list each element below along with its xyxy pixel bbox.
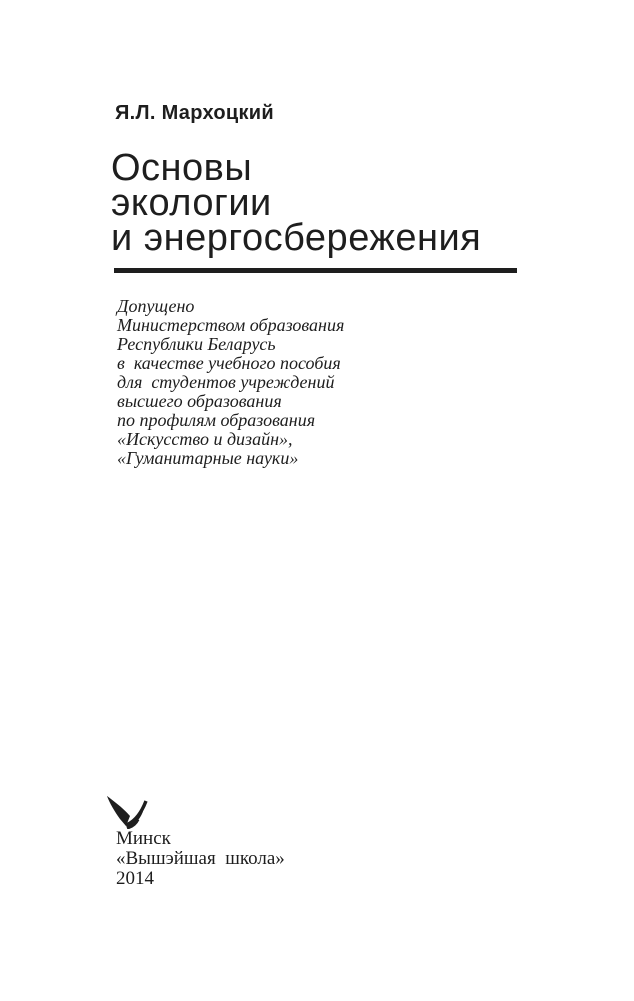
approval-line-4: в качестве учебного пособия [117,353,341,373]
book-title-line-2: экологии [111,182,272,224]
approval-line-9: «Гуманитарные науки» [117,448,299,468]
imprint-city: Минск [116,828,171,849]
book-title-line-1: Основы [111,147,253,189]
approval-line-7: по профилям образования [117,410,316,430]
imprint-block [116,829,285,889]
approval-line-6: высшего образования [117,391,282,411]
approval-line-3: Республики Беларусь [117,334,276,354]
title-divider-rule [114,268,517,273]
approval-statement [117,297,344,468]
approval-line-2: Министерством образования [117,315,345,335]
book-title-line-3: и энергосбережения [111,217,482,259]
book-title [111,147,482,259]
author-name: Я.Л. Мархоцкий [115,102,274,124]
imprint-publisher: «Вышэйшая школа» [116,848,285,869]
approval-line-8: «Искусство и дизайн», [117,429,293,449]
publisher-open-book-logo-icon [106,795,148,829]
approval-line-5: для студентов учреждений [117,372,335,392]
approval-line-1: Допущено [117,296,195,316]
imprint-year: 2014 [116,868,154,889]
